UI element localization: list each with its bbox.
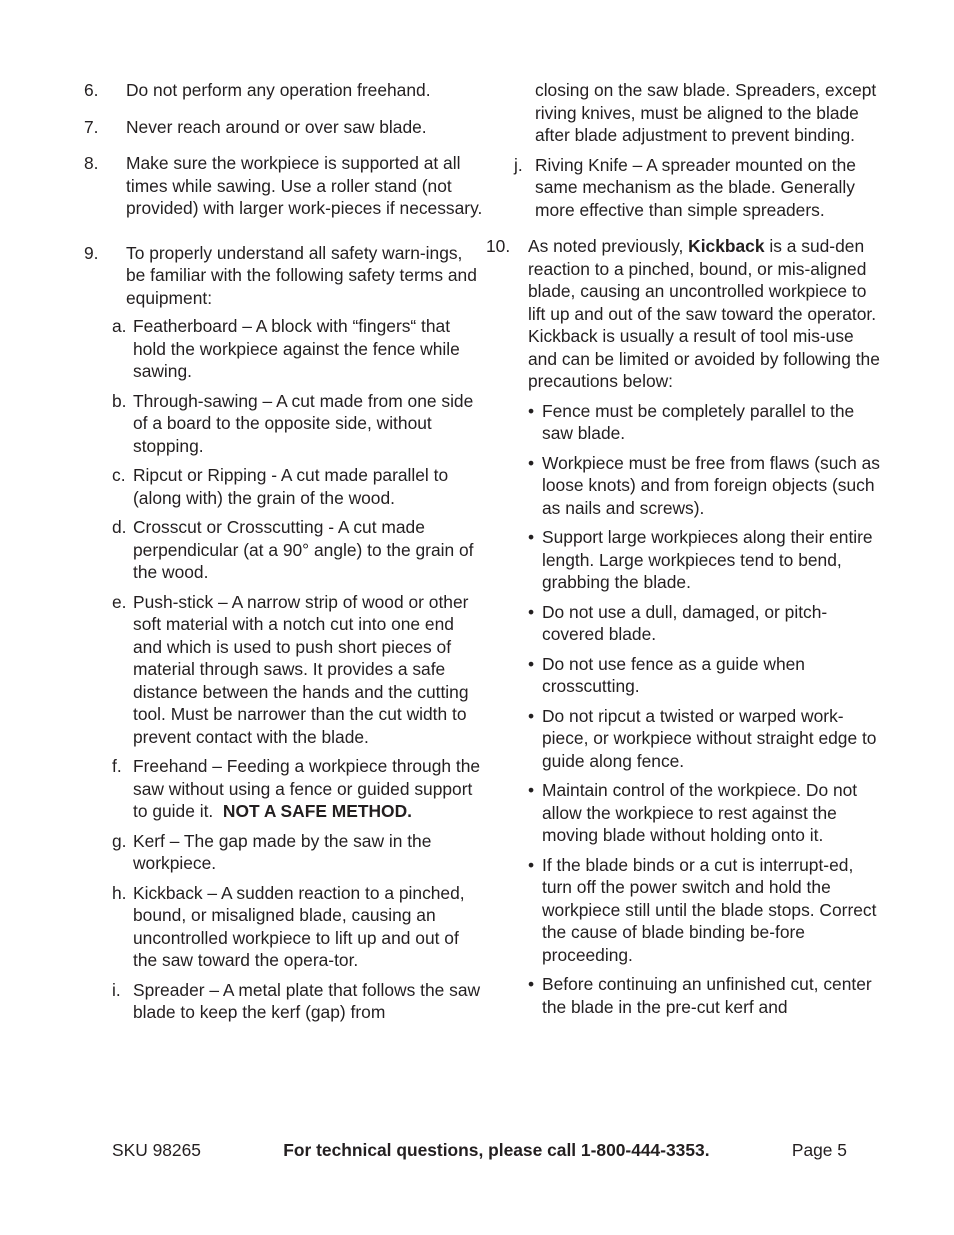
term-freehand [112,755,484,823]
bullet-marker: • [528,527,535,547]
term-letter: a. [112,316,127,336]
safety-item-9 [84,242,484,310]
term-riving-knife [514,154,886,222]
tech-support-text: For technical questions, please call 1-800-444-3353. [283,1140,710,1160]
term-definition: Through-sawing – A cut made from one side of a board to the opposite side, without stopping. [133,390,474,456]
freehand-warning: NOT A SAFE METHOD. [222,801,412,821]
bullet-marker: • [528,705,535,726]
item10-para2: Kickback is usually a result of tool mis-use and can be limited or avoided by following the precautions below: [528,326,880,391]
safety-item-8 [84,152,484,220]
safety-item-6 [84,79,484,102]
bullet-text: Before continuing an unfinished cut, center the blade in the pre-cut kerf and [542,974,872,1017]
sku-label: SKU 98265 [112,1140,201,1160]
item10-post: is a sud-den reaction to a pinched, bound, or mis-aligned blade, causing an uncontrolled workpiece to lift up and out of the saw toward the operator. [528,236,877,324]
term-definition: Kickback – A sudden reaction to a pinched, bound, or misaligned blade, causing an uncontrolled workpiece to lift up and out of the saw toward the opera-tor. [133,882,465,970]
term-definition: Kerf – The gap made by the saw in the workpiece. [133,830,432,873]
term-letter: d. [112,517,127,537]
precaution-bullet [528,601,886,646]
safety-item-7 [84,116,484,139]
bullet-text: Maintain control of the workpiece. Do not allow the workpiece to rest against the moving blade without holding onto it. [542,780,858,845]
page-number: Page 5 [791,1140,847,1160]
term-letter: c. [112,465,126,485]
term-letter: h. [112,882,127,903]
precaution-bullet [528,526,886,594]
term-spreader [112,979,484,1024]
precaution-bullet [528,779,886,847]
item-number: 9. [84,242,99,263]
bullet-marker: • [528,601,535,622]
item-number: 8. [84,153,99,173]
spreader-continued: closing on the saw blade. Spreaders, except riving knives, must be aligned to the blade after blade adjustment to prevent binding. [535,80,877,145]
term-through-sawing [112,390,484,458]
term-crosscut [112,516,484,584]
term-ripcut [112,464,484,509]
term-definition: Riving Knife – A spreader mounted on the same mechanism as the blade. Generally more effective than simple spreaders. [535,154,856,220]
precaution-bullet [528,705,886,773]
item-number: 6. [84,80,99,100]
bullet-marker: • [528,653,535,674]
term-definition: Spreader – A metal plate that follows the saw blade to keep the kerf (gap) from [133,979,481,1022]
term-definition: Crosscut or Crosscutting - A cut made perpendicular (at a 90° angle) to the grain of the wood. [133,517,474,582]
precaution-bullet [528,653,886,698]
right-column [486,79,886,1025]
bullet-text: Workpiece must be free from flaws (such as loose knots) and from foreign objects (such as nails and screws). [542,452,880,518]
term-push-stick [112,591,484,749]
bullet-text: Do not use a dull, damaged, or pitch-covered blade. [542,601,828,644]
term-kickback [112,882,484,972]
term-definition [133,755,484,823]
bullet-marker: • [528,974,535,994]
precaution-bullet [528,973,886,1018]
item-text: To properly understand all safety warn-ings, be familiar with the following safety terms and equipment: [126,242,477,308]
term-letter: g. [112,830,127,851]
page-footer [112,1139,847,1162]
item-text: Never reach around or over saw blade. [126,116,427,137]
term-definition: Featherboard – A block with “fingers“ that hold the workpiece against the fence while sawing. [133,316,460,381]
term-letter: f. [112,756,122,776]
bullet-text: Support large workpieces along their entire length. Large workpieces tend to bend, grabbing the blade. [542,527,873,592]
item-text [528,235,886,393]
bullet-marker: • [528,400,535,421]
term-letter: i. [112,979,121,1000]
bullet-marker: • [528,854,535,875]
precaution-bullet [528,400,886,445]
left-column [84,79,484,1031]
item-text: Do not perform any operation freehand. [126,80,431,100]
bullet-marker: • [528,452,535,473]
freehand-text: Freehand – Feeding a workpiece through the saw without using a fence or guided support to guide it. [133,756,481,821]
bullet-text: If the blade binds or a cut is interrupt-ed, turn off the power switch and hold the workpiece still until the blade stops. Correct the cause of blade binding be-fore proceeding. [542,854,877,965]
item-number: 7. [84,116,99,137]
precaution-bullet [528,452,886,520]
bullet-text: Do not ripcut a twisted or warped work-piece, or workpiece without straight edge to guide along fence. [542,705,877,771]
bullet-text: Do not use fence as a guide when crosscutting. [542,653,805,696]
term-definition: Push-stick – A narrow strip of wood or other soft material with a notch cut into one end and which is used to push short pieces of material through saws. It provides a safe distance between the hands and the cutting tool. Must be narrower than the cut width to prevent contact with the blade. [133,591,469,747]
precaution-bullet [528,854,886,967]
safety-item-10 [486,235,886,393]
term-definition: Ripcut or Ripping - A cut made parallel to (along with) the grain of the wood. [133,465,449,508]
bullet-marker: • [528,780,535,800]
term-letter: e. [112,591,127,612]
term-letter: j. [514,154,523,175]
item-number: 10. [486,236,511,256]
bullet-text: Fence must be completely parallel to the saw blade. [542,400,855,443]
term-letter: b. [112,390,127,411]
term-kerf [112,830,484,875]
item-text: Make sure the workpiece is supported at all times while sawing. Use a roller stand (not provided) with larger work-pieces if necessary. [126,153,483,218]
item10-pre: As noted previously, [528,236,684,256]
item10-kickback: Kickback [688,236,765,256]
term-featherboard [112,315,484,383]
